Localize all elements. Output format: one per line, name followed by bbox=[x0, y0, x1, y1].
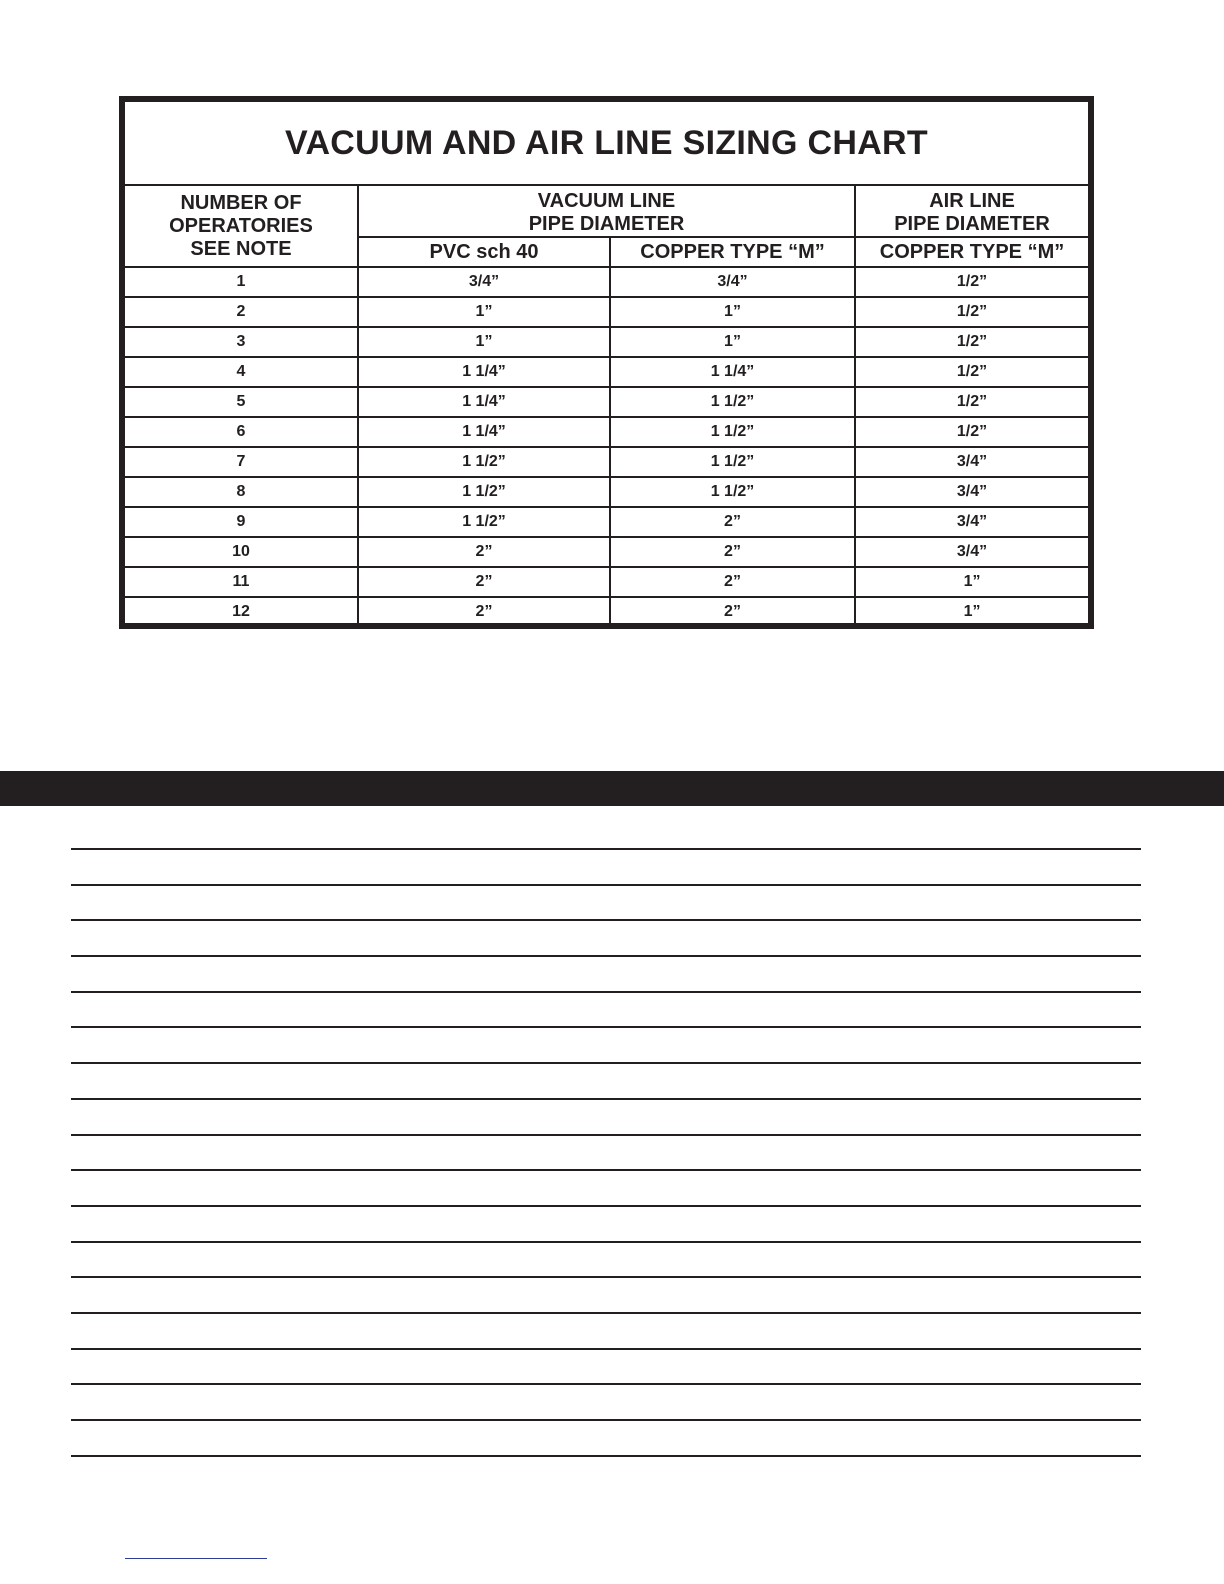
table-row bbox=[125, 327, 1088, 357]
cell-pvc: 1 1/4” bbox=[358, 357, 610, 387]
note-line bbox=[71, 1062, 1141, 1098]
table-row bbox=[125, 447, 1088, 477]
header-pvc: PVC sch 40 bbox=[358, 237, 610, 267]
note-line bbox=[71, 1348, 1141, 1384]
header-operatories-line: NUMBER OF bbox=[180, 191, 302, 214]
note-line bbox=[71, 1241, 1141, 1277]
cell-air-copper: 3/4” bbox=[855, 477, 1088, 507]
cell-vacuum-copper: 3/4” bbox=[610, 267, 855, 297]
cell-air-copper: 1/2” bbox=[855, 417, 1088, 447]
table-row bbox=[125, 597, 1088, 627]
cell-air-copper: 3/4” bbox=[855, 507, 1088, 537]
cell-pvc: 2” bbox=[358, 567, 610, 597]
cell-operatories: 7 bbox=[125, 447, 358, 477]
cell-air-copper: 3/4” bbox=[855, 447, 1088, 477]
table-row bbox=[125, 387, 1088, 417]
cell-vacuum-copper: 2” bbox=[610, 567, 855, 597]
cell-air-copper: 1” bbox=[855, 597, 1088, 627]
header-vacuum-line bbox=[358, 186, 855, 237]
cell-operatories: 3 bbox=[125, 327, 358, 357]
cell-vacuum-copper: 1 1/4” bbox=[610, 357, 855, 387]
cell-pvc: 2” bbox=[358, 537, 610, 567]
header-vacuum-line-2: PIPE DIAMETER bbox=[528, 213, 685, 235]
note-line bbox=[71, 1276, 1141, 1312]
note-line bbox=[71, 919, 1141, 955]
cell-vacuum-copper: 1” bbox=[610, 297, 855, 327]
cell-air-copper: 3/4” bbox=[855, 537, 1088, 567]
note-line bbox=[71, 1383, 1141, 1419]
cell-air-copper: 1/2” bbox=[855, 297, 1088, 327]
header-operatories-line: OPERATORIES bbox=[169, 214, 313, 237]
header-air-copper: COPPER TYPE “M” bbox=[855, 237, 1088, 267]
cell-pvc: 1 1/2” bbox=[358, 447, 610, 477]
note-line bbox=[71, 1098, 1141, 1134]
cell-vacuum-copper: 1 1/2” bbox=[610, 477, 855, 507]
table-row bbox=[125, 357, 1088, 387]
note-line bbox=[71, 1134, 1141, 1170]
cell-pvc: 1 1/2” bbox=[358, 507, 610, 537]
note-line bbox=[71, 1205, 1141, 1241]
cell-pvc: 2” bbox=[358, 597, 610, 627]
cell-pvc: 1 1/2” bbox=[358, 477, 610, 507]
cell-operatories: 12 bbox=[125, 597, 358, 627]
cell-vacuum-copper: 2” bbox=[610, 597, 855, 627]
header-operatories bbox=[125, 186, 358, 267]
table-row bbox=[125, 537, 1088, 567]
note-line bbox=[71, 1169, 1141, 1205]
cell-pvc: 1 1/4” bbox=[358, 417, 610, 447]
header-air-line bbox=[855, 186, 1088, 237]
sizing-table-body bbox=[125, 267, 1088, 627]
note-line bbox=[71, 955, 1141, 991]
table-row bbox=[125, 477, 1088, 507]
note-line bbox=[71, 991, 1141, 1027]
cell-air-copper: 1/2” bbox=[855, 387, 1088, 417]
note-line bbox=[71, 1419, 1141, 1455]
header-operatories-line: SEE NOTE bbox=[190, 237, 292, 260]
cell-operatories: 5 bbox=[125, 387, 358, 417]
sizing-table bbox=[125, 186, 1088, 628]
note-line bbox=[71, 848, 1141, 884]
cell-operatories: 2 bbox=[125, 297, 358, 327]
header-vacuum-copper: COPPER TYPE “M” bbox=[610, 237, 855, 267]
cell-operatories: 4 bbox=[125, 357, 358, 387]
note-line bbox=[71, 1026, 1141, 1062]
notes-header-bar bbox=[0, 771, 1224, 806]
cell-pvc: 3/4” bbox=[358, 267, 610, 297]
cell-air-copper: 1/2” bbox=[855, 327, 1088, 357]
table-row bbox=[125, 267, 1088, 297]
cell-pvc: 1 1/4” bbox=[358, 387, 610, 417]
cell-operatories: 6 bbox=[125, 417, 358, 447]
cell-air-copper: 1/2” bbox=[855, 357, 1088, 387]
table-row bbox=[125, 417, 1088, 447]
cell-pvc: 1” bbox=[358, 327, 610, 357]
cell-vacuum-copper: 1” bbox=[610, 327, 855, 357]
cell-pvc: 1” bbox=[358, 297, 610, 327]
cell-vacuum-copper: 1 1/2” bbox=[610, 417, 855, 447]
cell-vacuum-copper: 2” bbox=[610, 537, 855, 567]
cell-operatories: 11 bbox=[125, 567, 358, 597]
cell-vacuum-copper: 1 1/2” bbox=[610, 387, 855, 417]
sizing-chart bbox=[119, 96, 1094, 629]
header-air-line-1: AIR LINE bbox=[929, 190, 1015, 212]
cell-operatories: 10 bbox=[125, 537, 358, 567]
table-row bbox=[125, 297, 1088, 327]
note-line bbox=[71, 1455, 1141, 1491]
note-line bbox=[71, 1312, 1141, 1348]
cell-operatories: 1 bbox=[125, 267, 358, 297]
cell-operatories: 8 bbox=[125, 477, 358, 507]
chart-title: VACUUM AND AIR LINE SIZING CHART bbox=[125, 102, 1088, 186]
cell-vacuum-copper: 1 1/2” bbox=[610, 447, 855, 477]
notes-lines bbox=[71, 848, 1141, 1490]
cell-air-copper: 1/2” bbox=[855, 267, 1088, 297]
link-underline bbox=[125, 1558, 267, 1559]
header-vacuum-line-1: VACUUM LINE bbox=[537, 190, 676, 212]
cell-vacuum-copper: 2” bbox=[610, 507, 855, 537]
table-row bbox=[125, 507, 1088, 537]
cell-operatories: 9 bbox=[125, 507, 358, 537]
cell-air-copper: 1” bbox=[855, 567, 1088, 597]
note-line bbox=[71, 884, 1141, 920]
table-row bbox=[125, 567, 1088, 597]
header-air-line-2: PIPE DIAMETER bbox=[894, 213, 1050, 235]
